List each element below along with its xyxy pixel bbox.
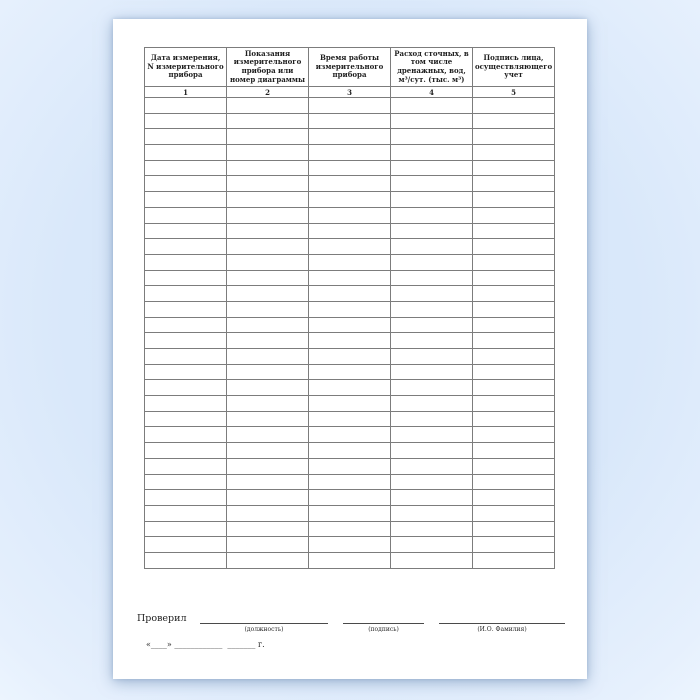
table-row (145, 254, 555, 270)
empty-cell (227, 333, 309, 349)
column-number: 4 (391, 87, 473, 98)
empty-cell (309, 192, 391, 208)
empty-cell (309, 286, 391, 302)
empty-cell (309, 301, 391, 317)
empty-cell (309, 270, 391, 286)
column-number: 1 (145, 87, 227, 98)
empty-cell (227, 145, 309, 161)
empty-cell (473, 317, 555, 333)
signature-line (343, 616, 424, 624)
empty-cell (391, 98, 473, 114)
empty-cell (391, 286, 473, 302)
empty-cell (391, 411, 473, 427)
empty-cell (227, 411, 309, 427)
empty-cell (391, 458, 473, 474)
empty-cell (309, 427, 391, 443)
empty-cell (309, 207, 391, 223)
empty-cell (309, 490, 391, 506)
empty-cell (391, 239, 473, 255)
empty-cell (227, 113, 309, 129)
empty-cell (473, 160, 555, 176)
empty-cell (309, 364, 391, 380)
empty-cell (309, 380, 391, 396)
empty-cell (391, 443, 473, 459)
signature-field-position (200, 616, 328, 633)
empty-cell (227, 458, 309, 474)
empty-cell (473, 223, 555, 239)
empty-cell (227, 301, 309, 317)
empty-cell (391, 301, 473, 317)
empty-cell (145, 239, 227, 255)
empty-cell (473, 364, 555, 380)
empty-cell (473, 145, 555, 161)
table-row (145, 364, 555, 380)
empty-cell (309, 317, 391, 333)
table-row (145, 490, 555, 506)
table-row (145, 145, 555, 161)
signature-field-name (439, 616, 565, 633)
table-row (145, 239, 555, 255)
table-row (145, 207, 555, 223)
table-row (145, 270, 555, 286)
empty-cell (145, 349, 227, 365)
empty-cell (391, 396, 473, 412)
table-row (145, 552, 555, 568)
empty-cell (309, 458, 391, 474)
table-row (145, 223, 555, 239)
empty-cell (309, 239, 391, 255)
empty-cell (473, 192, 555, 208)
empty-cell (227, 129, 309, 145)
table-row (145, 301, 555, 317)
empty-cell (473, 239, 555, 255)
empty-cell (473, 333, 555, 349)
empty-cell (309, 333, 391, 349)
empty-cell (227, 349, 309, 365)
table-row (145, 427, 555, 443)
empty-cell (145, 552, 227, 568)
empty-cell (473, 552, 555, 568)
empty-cell (309, 537, 391, 553)
empty-cell (145, 129, 227, 145)
empty-cell (391, 490, 473, 506)
signature-caption: (И.О. Фамилия) (477, 625, 527, 633)
empty-cell (227, 380, 309, 396)
empty-cell (391, 380, 473, 396)
empty-cell (473, 411, 555, 427)
table-row (145, 537, 555, 553)
table-row (145, 505, 555, 521)
empty-cell (391, 113, 473, 129)
empty-cell (473, 396, 555, 412)
empty-cell (309, 98, 391, 114)
table-row (145, 286, 555, 302)
empty-cell (145, 380, 227, 396)
empty-cell (227, 474, 309, 490)
table-row (145, 98, 555, 114)
empty-cell (227, 239, 309, 255)
empty-cell (227, 270, 309, 286)
table-row (145, 458, 555, 474)
empty-cell (391, 223, 473, 239)
empty-cell (473, 537, 555, 553)
empty-cell (227, 317, 309, 333)
date-line: «____» ____________ _______ г. (146, 640, 265, 649)
table-row (145, 333, 555, 349)
empty-cell (391, 270, 473, 286)
empty-cell (145, 223, 227, 239)
empty-cell (473, 490, 555, 506)
empty-cell (145, 254, 227, 270)
empty-cell (309, 145, 391, 161)
column-number: 2 (227, 87, 309, 98)
empty-cell (145, 505, 227, 521)
empty-cell (473, 286, 555, 302)
empty-cell (145, 176, 227, 192)
table-row (145, 443, 555, 459)
empty-cell (309, 411, 391, 427)
empty-cell (145, 145, 227, 161)
empty-cell (145, 286, 227, 302)
column-number: 3 (309, 87, 391, 98)
signature-caption: (подпись) (368, 625, 399, 633)
empty-cell (391, 474, 473, 490)
empty-cell (473, 129, 555, 145)
empty-cell (309, 521, 391, 537)
paper-sheet (113, 19, 587, 679)
empty-cell (145, 98, 227, 114)
empty-cell (309, 505, 391, 521)
empty-cell (391, 349, 473, 365)
empty-cell (145, 521, 227, 537)
empty-cell (473, 113, 555, 129)
table-row (145, 113, 555, 129)
empty-cell (227, 505, 309, 521)
signature-line (439, 616, 565, 624)
empty-cell (473, 176, 555, 192)
empty-cell (145, 490, 227, 506)
empty-cell (145, 396, 227, 412)
empty-cell (145, 427, 227, 443)
header-row (145, 48, 555, 87)
empty-cell (391, 552, 473, 568)
signature-caption: (должность) (244, 625, 284, 633)
empty-cell (145, 411, 227, 427)
empty-cell (391, 364, 473, 380)
empty-cell (391, 176, 473, 192)
empty-cell (227, 286, 309, 302)
empty-cell (145, 160, 227, 176)
column-header-readings: Показания измерительного прибора или номер диаграммы (227, 48, 309, 87)
table-body (145, 98, 555, 569)
empty-cell (391, 427, 473, 443)
empty-cell (145, 113, 227, 129)
empty-cell (227, 427, 309, 443)
empty-cell (391, 160, 473, 176)
empty-cell (227, 396, 309, 412)
column-header-operating-time: Время работы измерительного прибора (309, 48, 391, 87)
empty-cell (309, 254, 391, 270)
empty-cell (145, 364, 227, 380)
empty-cell (145, 333, 227, 349)
empty-cell (227, 192, 309, 208)
empty-cell (473, 349, 555, 365)
empty-cell (227, 207, 309, 223)
empty-cell (391, 207, 473, 223)
empty-cell (391, 129, 473, 145)
empty-cell (309, 223, 391, 239)
column-header-flow: Расход сточных, в том числе дренажных, вод, м³/сут. (тыс. м³) (391, 48, 473, 87)
table-row (145, 474, 555, 490)
empty-cell (473, 458, 555, 474)
empty-cell (473, 443, 555, 459)
empty-cell (391, 521, 473, 537)
empty-cell (145, 270, 227, 286)
table-header (145, 48, 555, 98)
column-number: 5 (473, 87, 555, 98)
empty-cell (473, 380, 555, 396)
empty-cell (309, 160, 391, 176)
empty-cell (309, 349, 391, 365)
table-row (145, 317, 555, 333)
empty-cell (391, 333, 473, 349)
empty-cell (309, 129, 391, 145)
empty-cell (227, 160, 309, 176)
column-header-date: Дата измерения, N измерительного прибора (145, 48, 227, 87)
empty-cell (391, 505, 473, 521)
table-row (145, 160, 555, 176)
table-row (145, 176, 555, 192)
empty-cell (473, 505, 555, 521)
signature-field-signature (343, 616, 424, 633)
empty-cell (473, 254, 555, 270)
empty-cell (227, 223, 309, 239)
empty-cell (309, 552, 391, 568)
empty-cell (391, 537, 473, 553)
empty-cell (227, 176, 309, 192)
empty-cell (227, 364, 309, 380)
empty-cell (145, 317, 227, 333)
empty-cell (391, 317, 473, 333)
empty-cell (309, 396, 391, 412)
empty-cell (227, 98, 309, 114)
empty-cell (473, 270, 555, 286)
empty-cell (473, 427, 555, 443)
column-number-row (145, 87, 555, 98)
empty-cell (227, 521, 309, 537)
empty-cell (145, 301, 227, 317)
table-row (145, 521, 555, 537)
empty-cell (145, 458, 227, 474)
empty-cell (145, 192, 227, 208)
empty-cell (145, 474, 227, 490)
empty-cell (145, 443, 227, 459)
measurement-log-table (144, 47, 555, 569)
empty-cell (227, 537, 309, 553)
empty-cell (473, 207, 555, 223)
table-row (145, 192, 555, 208)
table-row (145, 411, 555, 427)
empty-cell (473, 521, 555, 537)
empty-cell (309, 113, 391, 129)
empty-cell (227, 443, 309, 459)
table-row (145, 129, 555, 145)
table-row (145, 380, 555, 396)
empty-cell (145, 207, 227, 223)
empty-cell (473, 98, 555, 114)
empty-cell (309, 443, 391, 459)
empty-cell (309, 176, 391, 192)
empty-cell (473, 474, 555, 490)
empty-cell (309, 474, 391, 490)
empty-cell (391, 254, 473, 270)
table-row (145, 349, 555, 365)
signature-line (200, 616, 328, 624)
empty-cell (227, 254, 309, 270)
empty-cell (227, 552, 309, 568)
column-header-signature: Подпись лица, осуществляющего учет (473, 48, 555, 87)
empty-cell (227, 490, 309, 506)
empty-cell (391, 192, 473, 208)
empty-cell (391, 145, 473, 161)
checked-by-label: Проверил (137, 613, 187, 624)
empty-cell (473, 301, 555, 317)
table-row (145, 396, 555, 412)
empty-cell (145, 537, 227, 553)
